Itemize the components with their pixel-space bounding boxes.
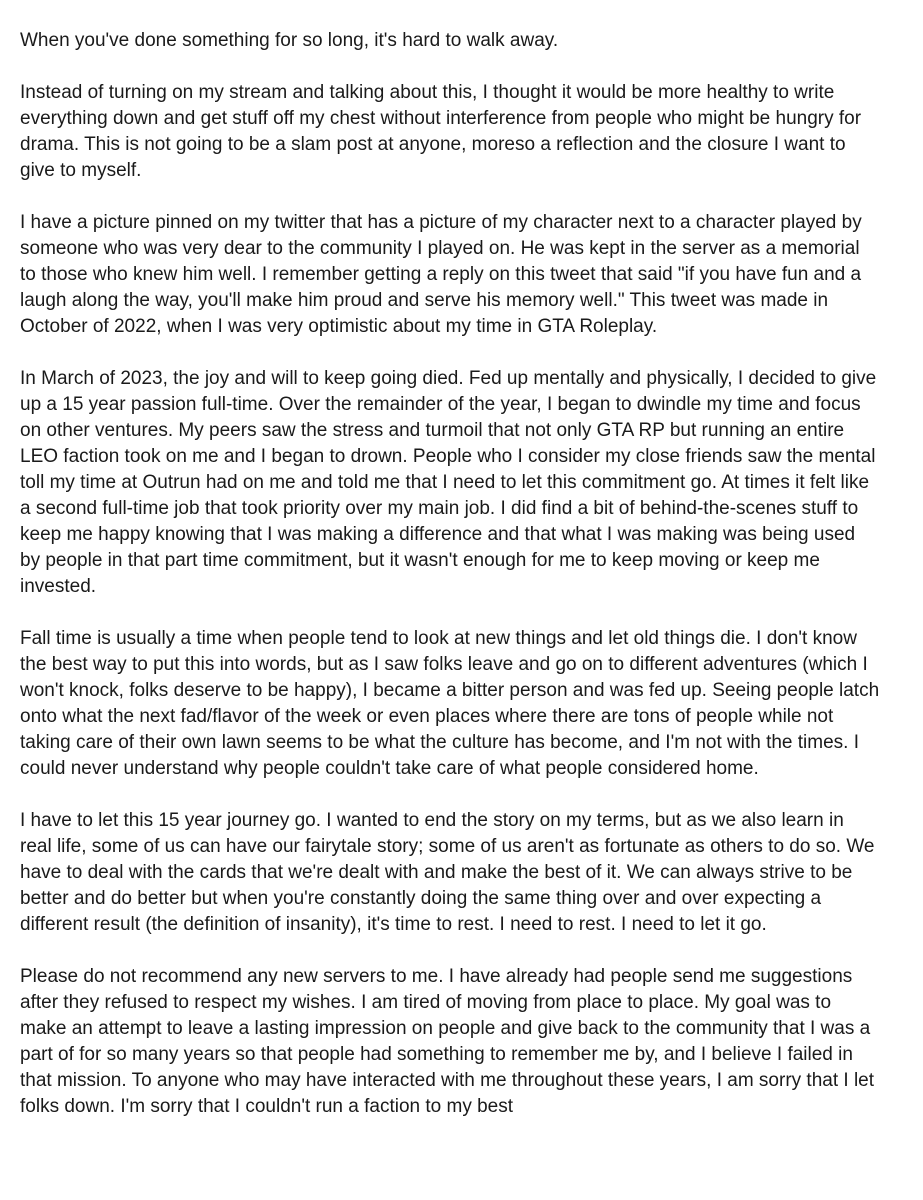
paragraph-1: When you've done something for so long, it's hard to walk away. — [20, 30, 559, 51]
paragraph-4: In March of 2023, the joy and will to keep going died. Fed up mentally and physically, I decided to give up a 15 year passion full-time. Over the remainder of the year, I began to dwindle my time and focus on other ventures. My peers saw the stress and turmoil that not only GTA RP but running an entire LEO faction took on me and I began to drown. People who I consider my close friends saw the mental toll my time at Outrun had on me and told me that I need to let this commitment go. At times it felt like a second full-time job that took priority over my main job. I did find a bit of behind-the-scenes stuff to keep me happy knowing that I was making a difference and that what I was making was being used by people in that part time commitment, but it wasn't enough for me to keep moving or keep me invested. — [20, 368, 877, 597]
document-body — [20, 28, 880, 1146]
paragraph-7: Please do not recommend any new servers to me. I have already had people send me suggestions after they refused to respect my wishes. I am tired of moving from place to place. My goal was to make an attempt to leave a lasting impression on people and give back to the community that I was a part of for so many years so that people had something to remember me by, and I believe I failed in that mission. To anyone who may have interacted with me throughout these years, I am sorry that I let folks down. I'm sorry that I couldn't run a faction to my best — [20, 966, 875, 1117]
paragraph-2: Instead of turning on my stream and talking about this, I thought it would be more healthy to write everything down and get stuff off my chest without interference from people who might be hungry for drama. This is not going to be a slam post at anyone, moreso a reflection and the closure I want to give to myself. — [20, 82, 862, 181]
paragraph-3: I have a picture pinned on my twitter that has a picture of my character next to a character played by someone who was very dear to the community I played on. He was kept in the server as a memorial to those who knew him well. I remember getting a reply on this tweet that said "if you have fun and a laugh along the way, you'll make him proud and serve his memory well." This tweet was made in October of 2022, when I was very optimistic about my time in GTA Roleplay. — [20, 212, 862, 337]
paragraph-5: Fall time is usually a time when people tend to look at new things and let old things die. I don't know the best way to put this into words, but as I saw folks leave and go on to different adventures (which I won't knock, folks deserve to be happy), I became a bitter person and was fed up. Seeing people latch onto what the next fad/flavor of the week or even places where there are tons of people while not taking care of their own lawn seems to be what the culture has become, and I'm not with the times. I could never understand why people couldn't take care of what people considered home. — [20, 628, 880, 779]
paragraph-6: I have to let this 15 year journey go. I wanted to end the story on my terms, but as we also learn in real life, some of us can have our fairytale story; some of us aren't as fortunate as others to do so. We have to deal with the cards that we're dealt with and make the best of it. We can always strive to be better and do better but when you're constantly doing the same thing over and over expecting a different result (the definition of insanity), it's time to rest. I need to rest. I need to let it go. — [20, 810, 875, 935]
